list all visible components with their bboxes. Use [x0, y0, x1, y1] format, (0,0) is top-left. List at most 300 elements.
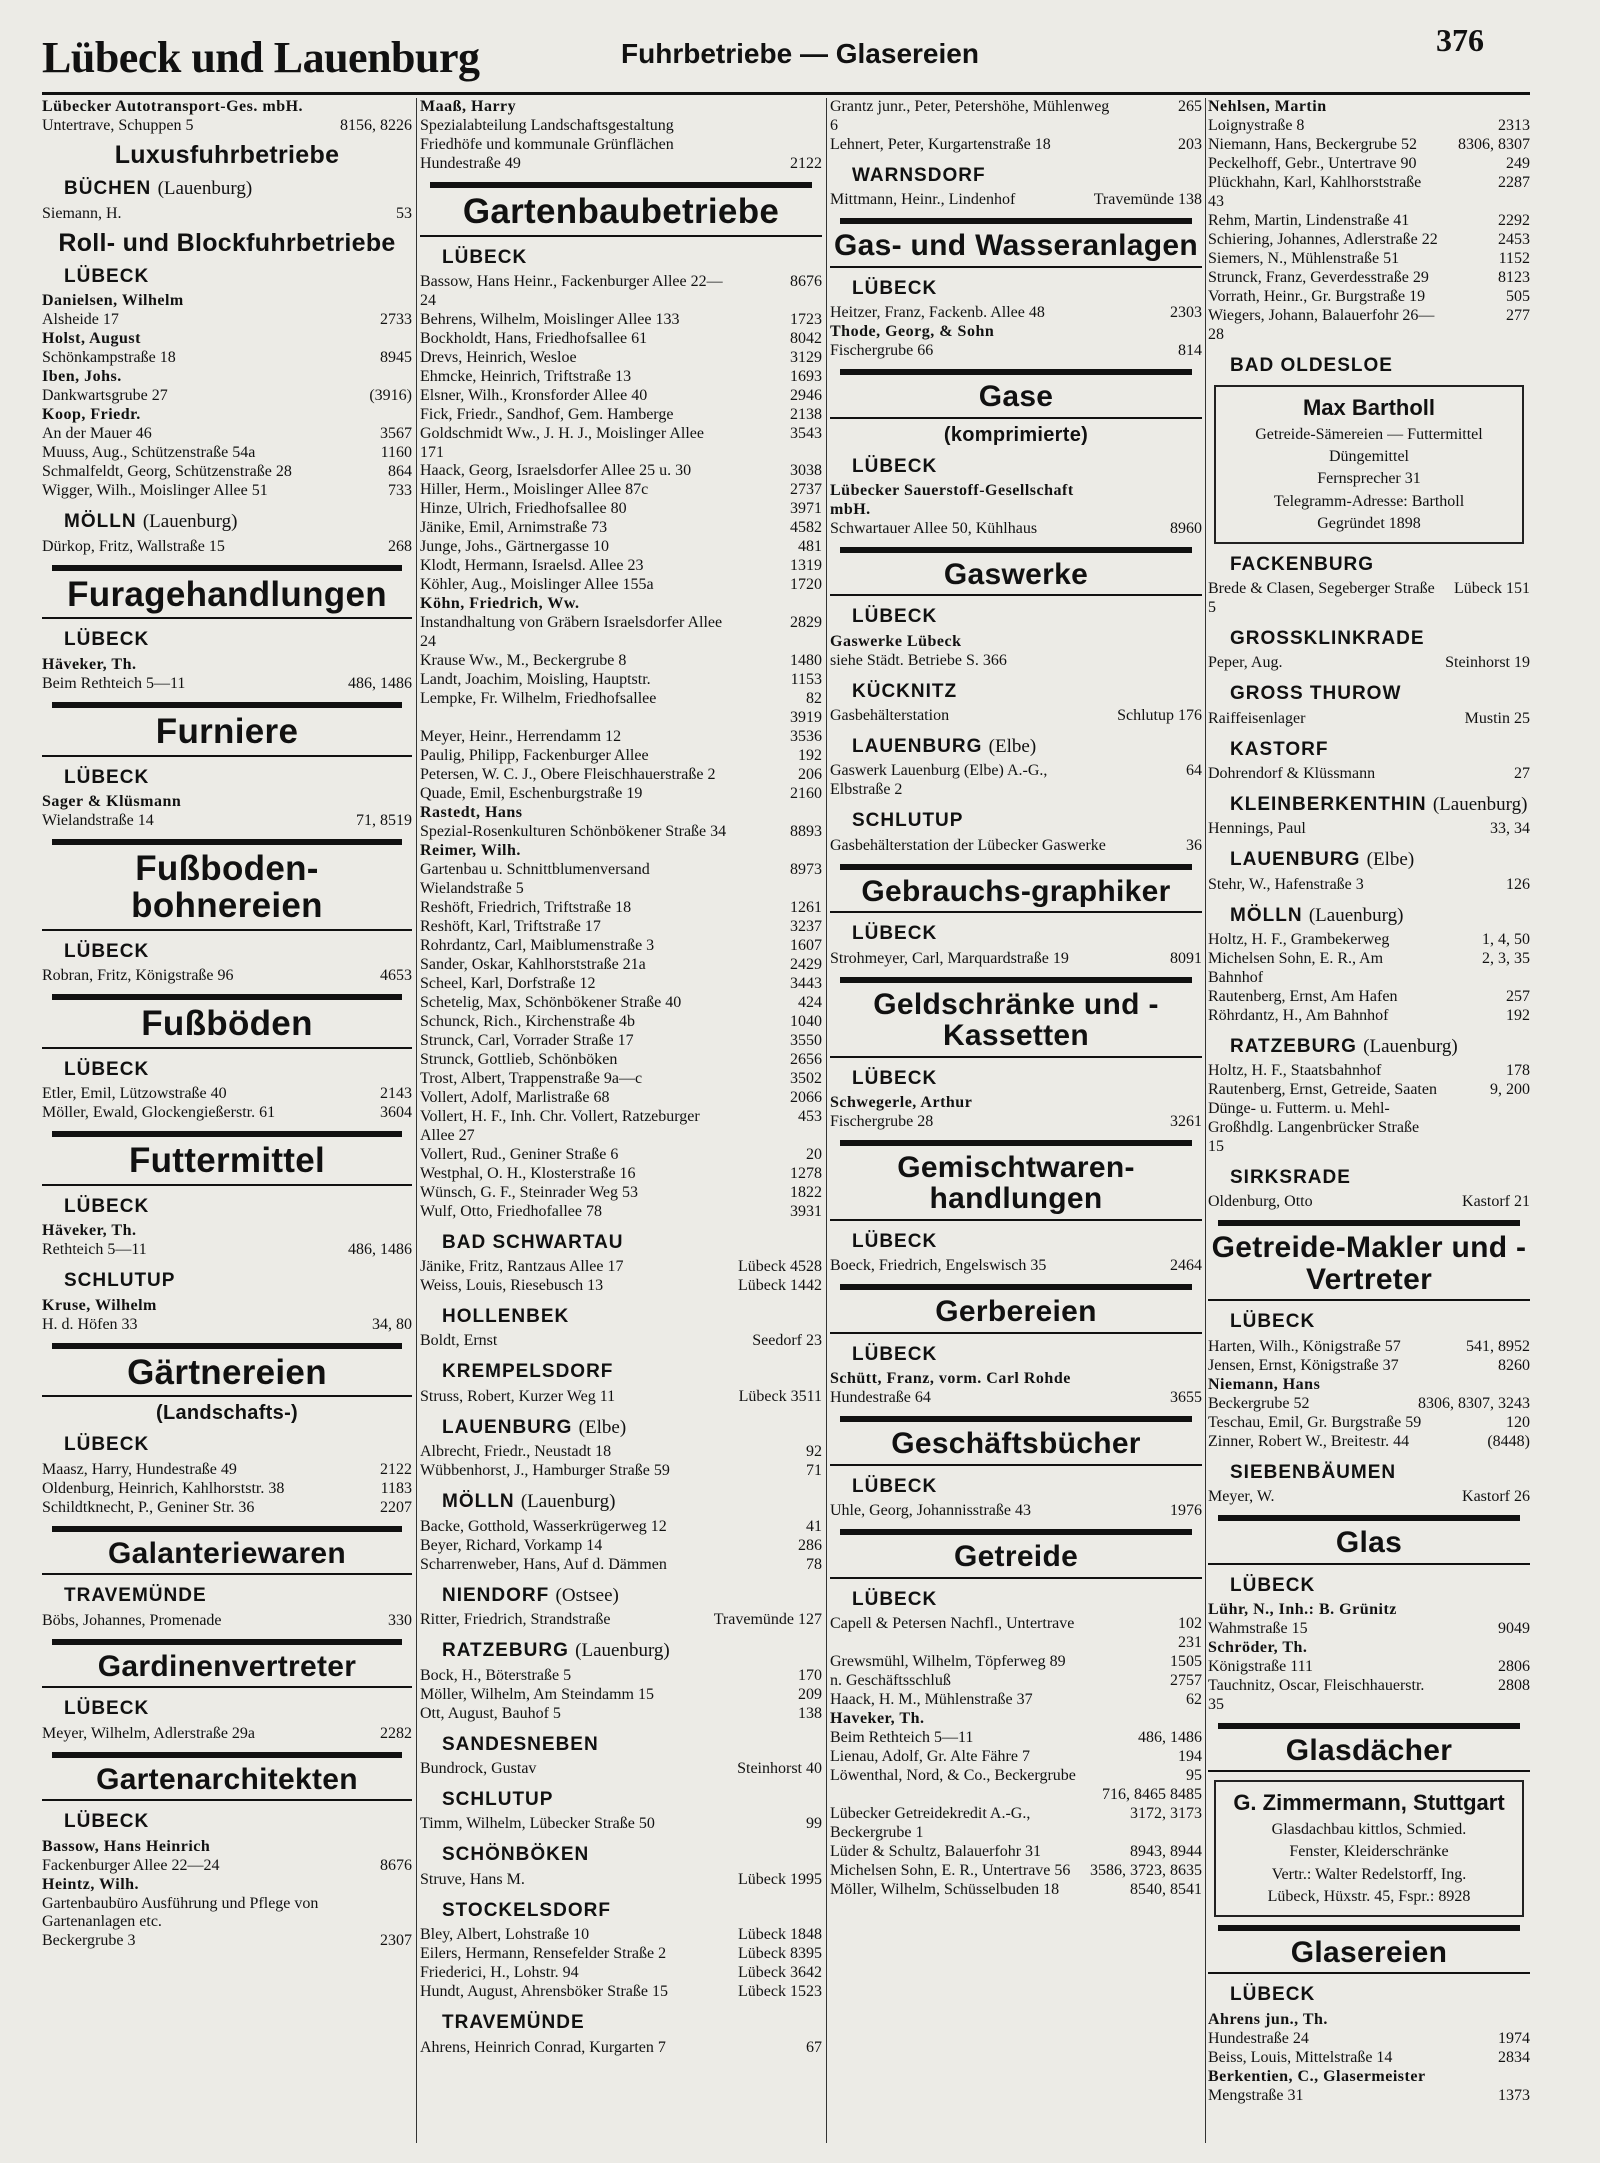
entry-phone: 8676	[790, 272, 822, 290]
place-region: (Lauenburg)	[142, 511, 238, 533]
directory-entry	[830, 342, 1202, 361]
entry-name: Beyer, Richard, Vorkamp 14	[420, 1536, 603, 1554]
directory-entry	[420, 117, 822, 155]
entry-name: Meyer, Heinr., Herrendamm 12	[420, 728, 622, 746]
entry-phone: 3543	[790, 424, 822, 442]
entry-name: Strohmeyer, Carl, Marquardstraße 19	[830, 949, 1069, 967]
place-name: BAD SCHWARTAU	[442, 1231, 624, 1253]
entry-name: Strunck, Carl, Vorrader Straße 17	[420, 1031, 634, 1049]
entry-name: Königstraße 111	[1208, 1658, 1314, 1676]
place-heading	[442, 1361, 822, 1383]
directory-entry	[420, 1051, 822, 1070]
entry-name: Schmalfeldt, Georg, Schützenstraße 28	[42, 463, 292, 481]
entry-phone: 33, 34	[1490, 820, 1530, 838]
entry-name: Jänike, Emil, Arnimstraße 73	[420, 519, 608, 537]
entry-phone: 2282	[380, 1724, 412, 1742]
place-name: MÖLLN	[64, 511, 137, 533]
directory-entry	[420, 804, 822, 823]
entry-name: Maasz, Harry, Hundestraße 49	[42, 1460, 237, 1478]
entry-name: Fischergrube 66	[830, 342, 934, 360]
entry-phone: 2946	[790, 386, 822, 404]
entry-name: Backe, Gotthold, Wasserkrügerweg 12	[420, 1517, 667, 1535]
entry-phone: Lübeck 8395	[738, 1945, 822, 1963]
entry-name: Zinner, Robert W., Breitestr. 44	[1208, 1432, 1410, 1450]
entry-name: Sander, Oskar, Kahlhorststraße 21a	[420, 955, 646, 973]
directory-entry	[420, 1871, 822, 1890]
entry-name: Alsheide 17	[42, 311, 119, 329]
entry-name: Petersen, W. C. J., Obere Fleischhauerstraße 2	[420, 766, 716, 784]
section-underline	[1208, 1770, 1530, 1772]
entry-phone: 4582	[790, 519, 822, 537]
directory-entry	[1208, 580, 1530, 618]
place-name: LAUENBURG	[1230, 849, 1361, 871]
place-name: WARNSDORF	[852, 164, 986, 186]
entry-phone: Lübeck 3642	[738, 1964, 822, 1982]
place-heading	[1230, 794, 1530, 816]
entry-phone: 8960	[1170, 519, 1202, 537]
place-name: LÜBECK	[1230, 1311, 1316, 1333]
entry-phone: Lübeck 1995	[738, 1870, 822, 1888]
section-underline	[1208, 1563, 1530, 1565]
directory-entry	[420, 311, 822, 330]
directory-entry	[42, 1104, 412, 1123]
page-header	[0, 0, 1600, 92]
directory-entry	[1208, 136, 1530, 155]
entry-name: Iben, Johs.	[42, 368, 122, 386]
directory-entry	[42, 98, 412, 117]
entry-name: Bley, Albert, Lohstraße 10	[420, 1926, 590, 1944]
directory-entry	[830, 1672, 1202, 1691]
entry-name: Gaswerk Lauenburg (Elbe) A.-G., Elbstraße 2	[830, 762, 1048, 799]
entry-name: Jänike, Fritz, Rantzaus Allee 17	[420, 1258, 624, 1276]
directory-entry	[420, 766, 822, 785]
column-1	[42, 98, 412, 2143]
section-underline	[42, 755, 412, 757]
entry-name: Rautenberg, Ernst, Getreide, Saaten Dünge- u. Futterm. u. Mehl-Großhdlg. Langenbrücker Straße 15	[1208, 1081, 1437, 1156]
directory-entry	[42, 117, 412, 136]
section-underline	[830, 1332, 1202, 1334]
directory-entry	[830, 1710, 1202, 1729]
entry-phone: 4653	[380, 966, 412, 984]
entry-name: Schönkampstraße 18	[42, 349, 176, 367]
directory-entry	[420, 500, 822, 519]
entry-phone: 2303	[1170, 304, 1202, 322]
directory-entry	[420, 1070, 822, 1089]
entry-name: Struve, Hans M.	[420, 1870, 525, 1888]
entry-phone: Lübeck 151	[1454, 580, 1530, 598]
place-name: LÜBECK	[852, 1588, 938, 1610]
entry-name: Mittmann, Heinr., Lindenhof	[830, 191, 1016, 209]
directory-entry	[420, 576, 822, 595]
directory-entry	[830, 1729, 1202, 1748]
entry-name: Röhrdantz, H., Am Bahnhof	[1208, 1007, 1389, 1024]
entry-phone: 2138	[790, 405, 822, 423]
directory-entry	[1208, 1601, 1530, 1620]
entry-phone: 20	[806, 1145, 822, 1163]
section-heading: Gebrauchs-graphiker	[861, 874, 1171, 908]
entry-name: Schetelig, Max, Schönbökener Straße 40	[420, 993, 682, 1011]
directory-entry	[830, 1257, 1202, 1276]
directory-entry	[830, 1502, 1202, 1521]
entry-phone: 424	[798, 993, 822, 1011]
entry-name: Möller, Wilhelm, Schüsselbuden 18	[830, 1880, 1060, 1898]
entry-name: Vollert, Rud., Geniner Straße 6	[420, 1145, 619, 1163]
directory-entry	[830, 1094, 1202, 1113]
section-heading: Gerbereien	[935, 1295, 1097, 1329]
place-heading	[852, 456, 1202, 478]
section-heading: Geldschränke und -Kassetten	[873, 987, 1159, 1052]
section-underline	[42, 1686, 412, 1688]
entry-name: Elsner, Wilh., Kronsforder Allee 40	[420, 386, 648, 404]
place-heading	[852, 1344, 1202, 1366]
entry-name: Teschau, Emil, Gr. Burgstraße 59	[1208, 1413, 1422, 1431]
directory-entry	[1208, 98, 1530, 117]
section-heading: Gärtnereien	[127, 1352, 327, 1392]
entry-phone: Lübeck 1442	[738, 1277, 822, 1295]
section-underline	[42, 929, 412, 931]
entry-phone: Travemünde 138	[1093, 191, 1202, 209]
place-region: (Lauenburg)	[1363, 1036, 1458, 1057]
directory-entry	[1208, 2030, 1530, 2049]
entry-phone: 481	[798, 538, 822, 556]
entry-phone: 71, 8519	[356, 812, 412, 830]
place-heading	[1230, 1167, 1530, 1189]
place-name: MÖLLN	[442, 1491, 515, 1513]
entry-name: Schunck, Rich., Kirchenstraße 4b	[420, 1012, 636, 1030]
directory-entry	[420, 1203, 822, 1222]
section-rule	[840, 218, 1192, 224]
header-sections: Fuhrbetriebe — Glasereien	[621, 38, 979, 69]
entry-name: Wulf, Otto, Friedhofallee 78	[420, 1202, 602, 1220]
place-heading	[442, 247, 822, 269]
directory-entry	[830, 1634, 1202, 1653]
entry-name: Schütt, Franz, vorm. Carl Rohde	[830, 1370, 1071, 1388]
advertisement-line: Vertr.: Walter Redelstorff, Ing.	[1271, 1865, 1467, 1883]
entry-name: Dohrendorf & Klüssmann	[1208, 765, 1376, 783]
directory-entry	[1208, 820, 1530, 839]
section-rule	[430, 182, 812, 188]
directory-entry	[420, 368, 822, 387]
place-name: LÜBECK	[64, 766, 150, 788]
directory-entry	[1208, 931, 1530, 950]
entry-name: Schwegerle, Arthur	[830, 1093, 973, 1111]
directory-entry	[42, 1876, 412, 1895]
entry-name: Vollert, H. F., Inh. Chr. Vollert, Ratzeburger Allee 27	[420, 1107, 700, 1144]
entry-name: Paulig, Philipp, Fackenburger Allee	[420, 747, 649, 765]
entry-phone: 3567	[380, 425, 412, 443]
entry-name: Holst, August	[42, 330, 141, 348]
entry-phone: 1261	[790, 898, 822, 916]
entry-phone: 2122	[380, 1460, 412, 1478]
directory-entry	[420, 842, 822, 861]
directory-entry	[830, 1653, 1202, 1672]
entry-name: Junge, Johs., Gärtnergasse 10	[420, 538, 610, 556]
directory-entry	[42, 812, 412, 831]
directory-entry	[42, 1612, 412, 1631]
directory-entry	[830, 191, 1202, 210]
entry-name: Stehr, W., Hafenstraße 3	[1208, 875, 1364, 893]
section-heading: Geschäftsbücher	[891, 1427, 1141, 1461]
directory-entry	[1208, 1433, 1530, 1452]
directory-entry	[420, 899, 822, 918]
entry-phone: 268	[388, 537, 412, 555]
place-heading	[442, 1900, 822, 1922]
entry-phone: 716, 8465 8485	[1102, 1786, 1202, 1804]
directory-entry	[420, 595, 822, 614]
directory-entry	[42, 1085, 412, 1104]
entry-name: Möller, Ewald, Glockengießerstr. 61	[42, 1104, 276, 1122]
directory-entry	[1208, 1620, 1530, 1639]
entry-phone: 486, 1486	[1138, 1729, 1202, 1747]
entry-name: Lübecker Sauerstoff-Gesellschaft mbH.	[830, 481, 1074, 518]
entry-name: Drevs, Heinrich, Wesloe	[420, 348, 577, 366]
entry-phone: 3129	[790, 348, 822, 366]
directory-entry	[420, 823, 822, 842]
place-heading	[1230, 1036, 1530, 1058]
entry-name: Michelsen Sohn, E. R., Untertrave 56	[830, 1861, 1071, 1879]
entry-phone: 733	[388, 482, 412, 500]
entry-phone: 53	[396, 204, 412, 222]
section-rule	[1218, 1515, 1520, 1521]
place-name: RATZEBURG	[442, 1640, 569, 1662]
advertisement-line: Getreide-Sämereien — Futtermittel	[1255, 425, 1483, 443]
entry-name: Rethteich 5—11	[42, 1241, 147, 1259]
place-heading	[442, 1306, 822, 1328]
directory-entry	[420, 557, 822, 576]
place-name: LAUENBURG	[442, 1416, 573, 1438]
entry-name: Behrens, Wilhelm, Moislinger Allee 133	[420, 310, 680, 328]
section-rule	[52, 1131, 402, 1137]
directory-entry	[420, 861, 822, 899]
advertisement-title: Max Bartholl	[1302, 394, 1436, 420]
entry-phone: 82	[806, 690, 822, 708]
place-name: LÜBECK	[852, 1067, 938, 1089]
entry-name: Hundestraße 64	[830, 1389, 931, 1407]
directory-entry	[42, 538, 412, 557]
advertisement-line: Telegramm-Adresse: Bartholl	[1273, 492, 1465, 510]
entry-name: Haack, Georg, Israelsdorfer Allee 25 u. 30	[420, 462, 692, 480]
section-underline	[830, 1056, 1202, 1058]
column-2	[420, 98, 822, 2143]
section-heading: Futtermittel	[128, 1141, 326, 1181]
entry-phone: 95	[1186, 1767, 1202, 1785]
place-heading	[64, 1059, 412, 1081]
place-heading	[1230, 1984, 1530, 2006]
place-heading	[852, 1589, 1202, 1611]
entry-phone: 1693	[790, 367, 822, 385]
entry-name: Reimer, Wilh.	[420, 842, 521, 860]
place-name: SCHLUTUP	[64, 1270, 176, 1292]
entry-phone: 34, 80	[372, 1315, 412, 1333]
entry-name: Jensen, Ernst, Königstraße 37	[1208, 1356, 1399, 1374]
directory-entry	[830, 762, 1202, 800]
section-heading: Glasdächer	[1285, 1733, 1453, 1767]
entry-name: Albrecht, Friedr., Neustadt 18	[420, 1443, 612, 1461]
entry-phone: 330	[388, 1611, 412, 1629]
directory-entry	[1208, 1658, 1530, 1677]
place-name: MÖLLN	[1230, 904, 1303, 926]
directory-entry	[830, 1786, 1202, 1805]
entry-phone: 2143	[380, 1085, 412, 1103]
entry-name: H. d. Höfen 33	[42, 1315, 138, 1333]
directory-entry	[420, 709, 822, 728]
header-city: Lübeck und Lauenburg	[42, 33, 480, 82]
entry-name: Sager & Klüsmann	[42, 793, 182, 811]
place-name: SCHLUTUP	[442, 1788, 554, 1810]
advertisement-line: Fenster, Kleiderschränke	[1289, 1843, 1449, 1861]
place-heading	[64, 1585, 412, 1607]
entry-phone: 192	[798, 747, 822, 765]
section-heading: Gartenbaubetriebe	[462, 191, 780, 231]
section-heading: (komprimierte)	[943, 423, 1089, 446]
directory-entry	[1208, 1338, 1530, 1357]
entry-name: Robran, Fritz, Königstraße 96	[42, 966, 234, 984]
section-heading: Glas	[1335, 1526, 1403, 1560]
entry-name: Schröder, Th.	[1208, 1639, 1308, 1657]
directory-entry	[1208, 269, 1530, 288]
entry-phone: 3971	[790, 500, 822, 518]
entry-name: Schwartauer Allee 50, Kühlhaus	[830, 519, 1038, 537]
entry-phone: 2160	[790, 785, 822, 803]
entry-phone: 2464	[1170, 1257, 1202, 1275]
place-name: LÜBECK	[852, 923, 938, 945]
entry-name: Wünsch, G. F., Steinrader Weg 53	[420, 1183, 638, 1201]
entry-name: Timm, Wilhelm, Lübecker Straße 50	[420, 1815, 655, 1833]
entry-name: Hundestraße 24	[1208, 2029, 1309, 2047]
entry-name: Köhler, Aug., Moislinger Allee 155a	[420, 576, 654, 594]
entry-name: Fick, Friedr., Sandhof, Gem. Hamberge	[420, 405, 674, 423]
directory-entry	[42, 1316, 412, 1335]
place-heading	[1230, 1462, 1530, 1484]
place-name: LÜBECK	[852, 1230, 938, 1252]
entry-name: Reshöft, Karl, Triftstraße 17	[420, 917, 601, 935]
entry-phone: 2207	[380, 1498, 412, 1516]
entry-name: Fackenburger Allee 22—24	[42, 1856, 220, 1874]
entry-phone: 1480	[790, 652, 822, 670]
entry-phone: 78	[806, 1555, 822, 1573]
section-rule	[52, 1526, 402, 1532]
section-underline	[420, 235, 822, 237]
entry-phone: 2066	[790, 1088, 822, 1106]
entry-name: Lühr, N., Inh.: B. Grünitz	[1208, 1601, 1397, 1619]
entry-phone: 3237	[790, 917, 822, 935]
directory-entry	[1208, 710, 1530, 729]
section-heading: Gas- und Wasseranlagen	[834, 229, 1198, 263]
entry-phone: 257	[1506, 988, 1530, 1005]
entry-name: Bockholdt, Hans, Friedhofsallee 61	[420, 329, 648, 347]
entry-name: Siemers, N., Mühlenstraße 51	[1208, 249, 1400, 267]
entry-phone: 8260	[1498, 1356, 1530, 1374]
directory-entry	[42, 793, 412, 812]
directory-entry	[420, 652, 822, 671]
entry-name: Beim Rethteich 5—11	[830, 1729, 974, 1747]
entry-phone: Schlutup 176	[1117, 707, 1202, 725]
directory-entry	[420, 1388, 822, 1407]
place-region: (Elbe)	[578, 1416, 627, 1438]
advertisement-line: Lübeck, Hüxstr. 45, Fspr.: 8928	[1267, 1888, 1471, 1906]
entry-phone: 2808	[1498, 1677, 1530, 1695]
entry-phone: 8676	[380, 1856, 412, 1874]
directory-entry	[830, 950, 1202, 969]
directory-entry	[42, 1857, 412, 1876]
place-heading	[64, 1811, 412, 1833]
directory-entry	[420, 1258, 822, 1277]
entry-name: Dankwartsgrube 27	[42, 387, 168, 405]
place-heading	[442, 1491, 822, 1513]
place-heading	[852, 681, 1202, 703]
place-heading	[442, 1789, 822, 1811]
entry-phone: 8042	[790, 329, 822, 347]
section-rule	[52, 565, 402, 571]
advertisement-line: Fernsprecher 31	[1317, 470, 1421, 488]
section-heading: Getreide	[953, 1540, 1079, 1574]
entry-name: Strunck, Franz, Geverdesstraße 29	[1208, 268, 1429, 286]
directory-entry	[420, 273, 822, 311]
directory-entry	[42, 349, 412, 368]
directory-entry	[420, 155, 822, 174]
entry-name: Scharrenweber, Hans, Auf d. Dämmen	[420, 1555, 667, 1573]
entry-phone: 206	[798, 766, 822, 784]
entry-phone: Lübeck 1848	[738, 1926, 822, 1944]
place-name: TRAVEMÜNDE	[442, 2012, 585, 2034]
entry-phone: 2122	[790, 154, 822, 172]
place-heading	[1230, 1575, 1530, 1597]
entry-phone: 36	[1186, 836, 1202, 854]
entry-phone: 1822	[790, 1183, 822, 1201]
entry-phone: 1319	[790, 557, 822, 575]
section-rule	[840, 369, 1192, 375]
directory-entry	[420, 728, 822, 747]
entry-name: Boldt, Ernst	[420, 1332, 498, 1350]
entry-name: Siemann, H.	[42, 204, 122, 222]
entry-name: Wübbenhorst, J., Hamburger Straße 59	[420, 1462, 670, 1480]
section-rule	[840, 1529, 1192, 1535]
entry-name: Ahrens, Heinrich Conrad, Kurgarten 7	[420, 2038, 666, 2056]
entry-name: Landt, Joachim, Moisling, Hauptstr.	[420, 671, 651, 689]
entry-name: Oldenburg, Otto	[1208, 1193, 1313, 1211]
directory-entry	[1208, 155, 1530, 174]
directory-entry	[1208, 288, 1530, 307]
section-underline	[42, 617, 412, 619]
entry-phone: 192	[1506, 1007, 1530, 1024]
directory-entry	[420, 462, 822, 481]
entry-name: Haack, H. M., Mühlenstraße 37	[830, 1691, 1033, 1709]
entry-name: Hiller, Herm., Moislinger Allee 87c	[420, 481, 649, 499]
entry-phone: 120	[1506, 1413, 1530, 1431]
place-region: (Elbe)	[1366, 849, 1415, 871]
entry-name: Haveker, Th.	[830, 1710, 925, 1728]
section-heading: Gardinenvertreter	[97, 1649, 357, 1683]
directory-entry	[1208, 988, 1530, 1007]
entry-name: Lempke, Fr. Wilhelm, Friedhofsallee	[420, 690, 657, 708]
section-underline	[830, 594, 1202, 596]
directory-entry	[420, 614, 822, 652]
place-heading	[64, 1434, 412, 1456]
directory-entry	[42, 1480, 412, 1499]
entry-phone: 486, 1486	[348, 1241, 412, 1259]
entry-phone: 3038	[790, 462, 822, 480]
directory-entry	[420, 956, 822, 975]
directory-entry	[420, 1815, 822, 1834]
section-underline	[1208, 1972, 1530, 1974]
advertisement-line: Düngemittel	[1329, 448, 1409, 466]
directory-entry	[420, 1277, 822, 1296]
entry-phone: 41	[806, 1517, 822, 1535]
entry-phone: 3172, 3173	[1130, 1805, 1202, 1823]
place-region: (Lauenburg)	[157, 178, 253, 200]
directory-entry	[420, 1945, 822, 1964]
section-heading: Gemischtwaren-handlungen	[897, 1150, 1135, 1216]
